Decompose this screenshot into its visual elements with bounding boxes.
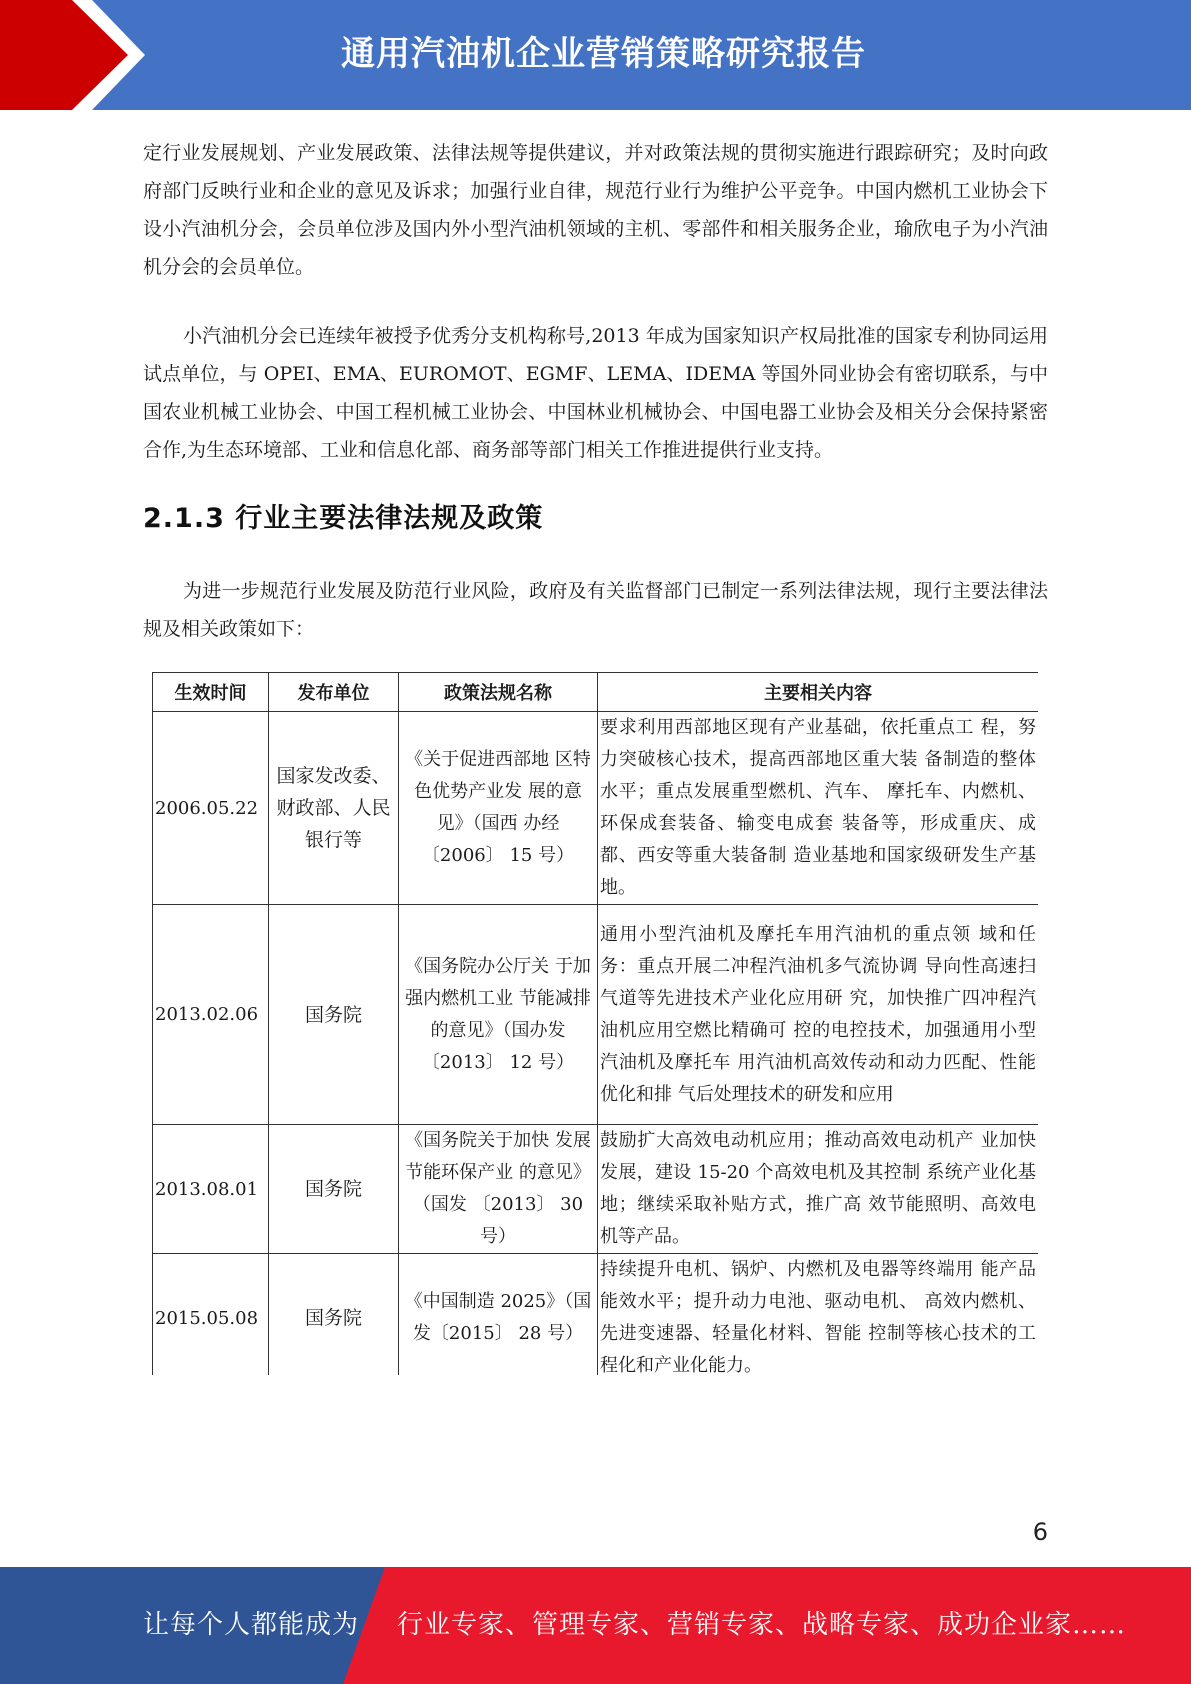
table-row: [153, 1254, 1039, 1376]
section-heading: 2.1.3 行业主要法律法规及政策: [143, 503, 544, 534]
cell-date: 2006.05.22: [153, 712, 269, 905]
footer-slogan-left: 让每个人都能成为: [143, 1610, 360, 1640]
column-header-issuer: 发布单位: [269, 673, 399, 712]
section-intro: [143, 572, 1048, 648]
table-header-row: [153, 673, 1039, 712]
cell-date: 2013.08.01: [153, 1125, 269, 1254]
table-row: [153, 905, 1039, 1125]
cell-date: 2015.05.08: [153, 1254, 269, 1376]
cell-content: 鼓励扩大高效电动机应用；推动高效电动机产 业加快发展，建设 15-20 个高效电机及其控制 系统产业化基地；继续采取补贴方式，推广高 效节能照明、高效电机等产品。: [598, 1125, 1039, 1254]
cell-content: 要求利用西部地区现有产业基础，依托重点工 程，努力突破核心技术，提高西部地区重大装 备制造的整体水平；重点发展重型燃机、汽车、 摩托车、内燃机、环保成套装备、输变电成套 装备等，形成重庆、成都、西安等重大装备制 造业基地和国家级研发生产基地。: [598, 712, 1039, 905]
report-title: 通用汽油机企业营销策略研究报告: [341, 34, 866, 74]
page-header: [0, 0, 1191, 110]
table-row: [153, 712, 1039, 905]
policy-table: [152, 672, 1038, 1375]
column-header-policy-name: 政策法规名称: [399, 673, 598, 712]
table-row: [153, 1125, 1039, 1254]
cell-date: 2013.02.06: [153, 905, 269, 1125]
body-text: [143, 134, 1048, 469]
column-header-content: 主要相关内容: [598, 673, 1039, 712]
column-header-date: 生效时间: [153, 673, 269, 712]
cell-policy-name: 《国务院办公厅关 于加强内燃机工业 节能减排的意见》（国办发〔2013〕 12 号）: [399, 905, 598, 1125]
cell-issuer: 国家发改委、财政部、人民银行等: [269, 712, 399, 905]
cell-issuer: 国务院: [269, 1125, 399, 1254]
page-footer: [0, 1567, 1191, 1684]
cell-issuer: 国务院: [269, 905, 399, 1125]
cell-issuer: 国务院: [269, 1254, 399, 1376]
cell-content: 通用小型汽油机及摩托车用汽油机的重点领 域和任务：重点开展二冲程汽油机多气流协调 导向性高速扫气道等先进技术产业化应用研 究，加快推广四冲程汽油机应用空燃比精确可 控的电控技术，加强通用小型汽油机及摩托车 用汽油机高效传动和动力匹配、性能优化和排 气后处理技术的研发和应用: [598, 905, 1039, 1125]
paragraph-1: 定行业发展规划、产业发展政策、法律法规等提供建议，并对政策法规的贯彻实施进行跟踪研究；及时向政府部门反映行业和企业的意见及诉求；加强行业自律，规范行业行为维护公平竞争。中国内燃机工业协会下设小汽油机分会，会员单位涉及国内外小型汽油机领域的主机、零部件和相关服务企业，瑜欣电子为小汽油机分会的会员单位。: [143, 142, 1048, 278]
page-number: 6: [1032, 1518, 1048, 1546]
cell-policy-name: 《关于促进西部地 区特色优势产业发 展的意见》（国西 办经〔2006〕 15 号）: [399, 712, 598, 905]
policy-table-container: [152, 672, 1038, 1375]
intro-paragraph: 为进一步规范行业发展及防范行业风险，政府及有关监督部门已制定一系列法律法规，现行主要法律法规及相关政策如下：: [143, 580, 1048, 640]
paragraph-2: 小汽油机分会已连续年被授予优秀分支机构称号,2013 年成为国家知识产权局批准的国家专利协同运用试点单位，与 OPEI、EMA、EUROMOT、EGMF、LEMA、IDEMA 等国外同业协会有密切联系，与中国农业机械工业协会、中国工程机械工业协会、中国林业机械协会、中国电器工业协会及相关分会保持紧密合作,为生态环境部、工业和信息化部、商务部等部门相关工作推进提供行业支持。: [143, 325, 1048, 461]
cell-policy-name: 《国务院关于加快 发展节能环保产业 的意见》（国发 〔2013〕 30 号）: [399, 1125, 598, 1254]
cell-policy-name: 《中国制造 2025》（国发〔2015〕 28 号）: [399, 1254, 598, 1376]
cell-content: 持续提升电机、锅炉、内燃机及电器等终端用 能产品能效水平；提升动力电池、驱动电机、 高效内燃机、先进变速器、轻量化材料、智能 控制等核心技术的工程化和产业化能力。: [598, 1254, 1039, 1376]
footer-slogan-right: 行业专家、管理专家、营销专家、战略专家、成功企业家……: [397, 1610, 1127, 1640]
